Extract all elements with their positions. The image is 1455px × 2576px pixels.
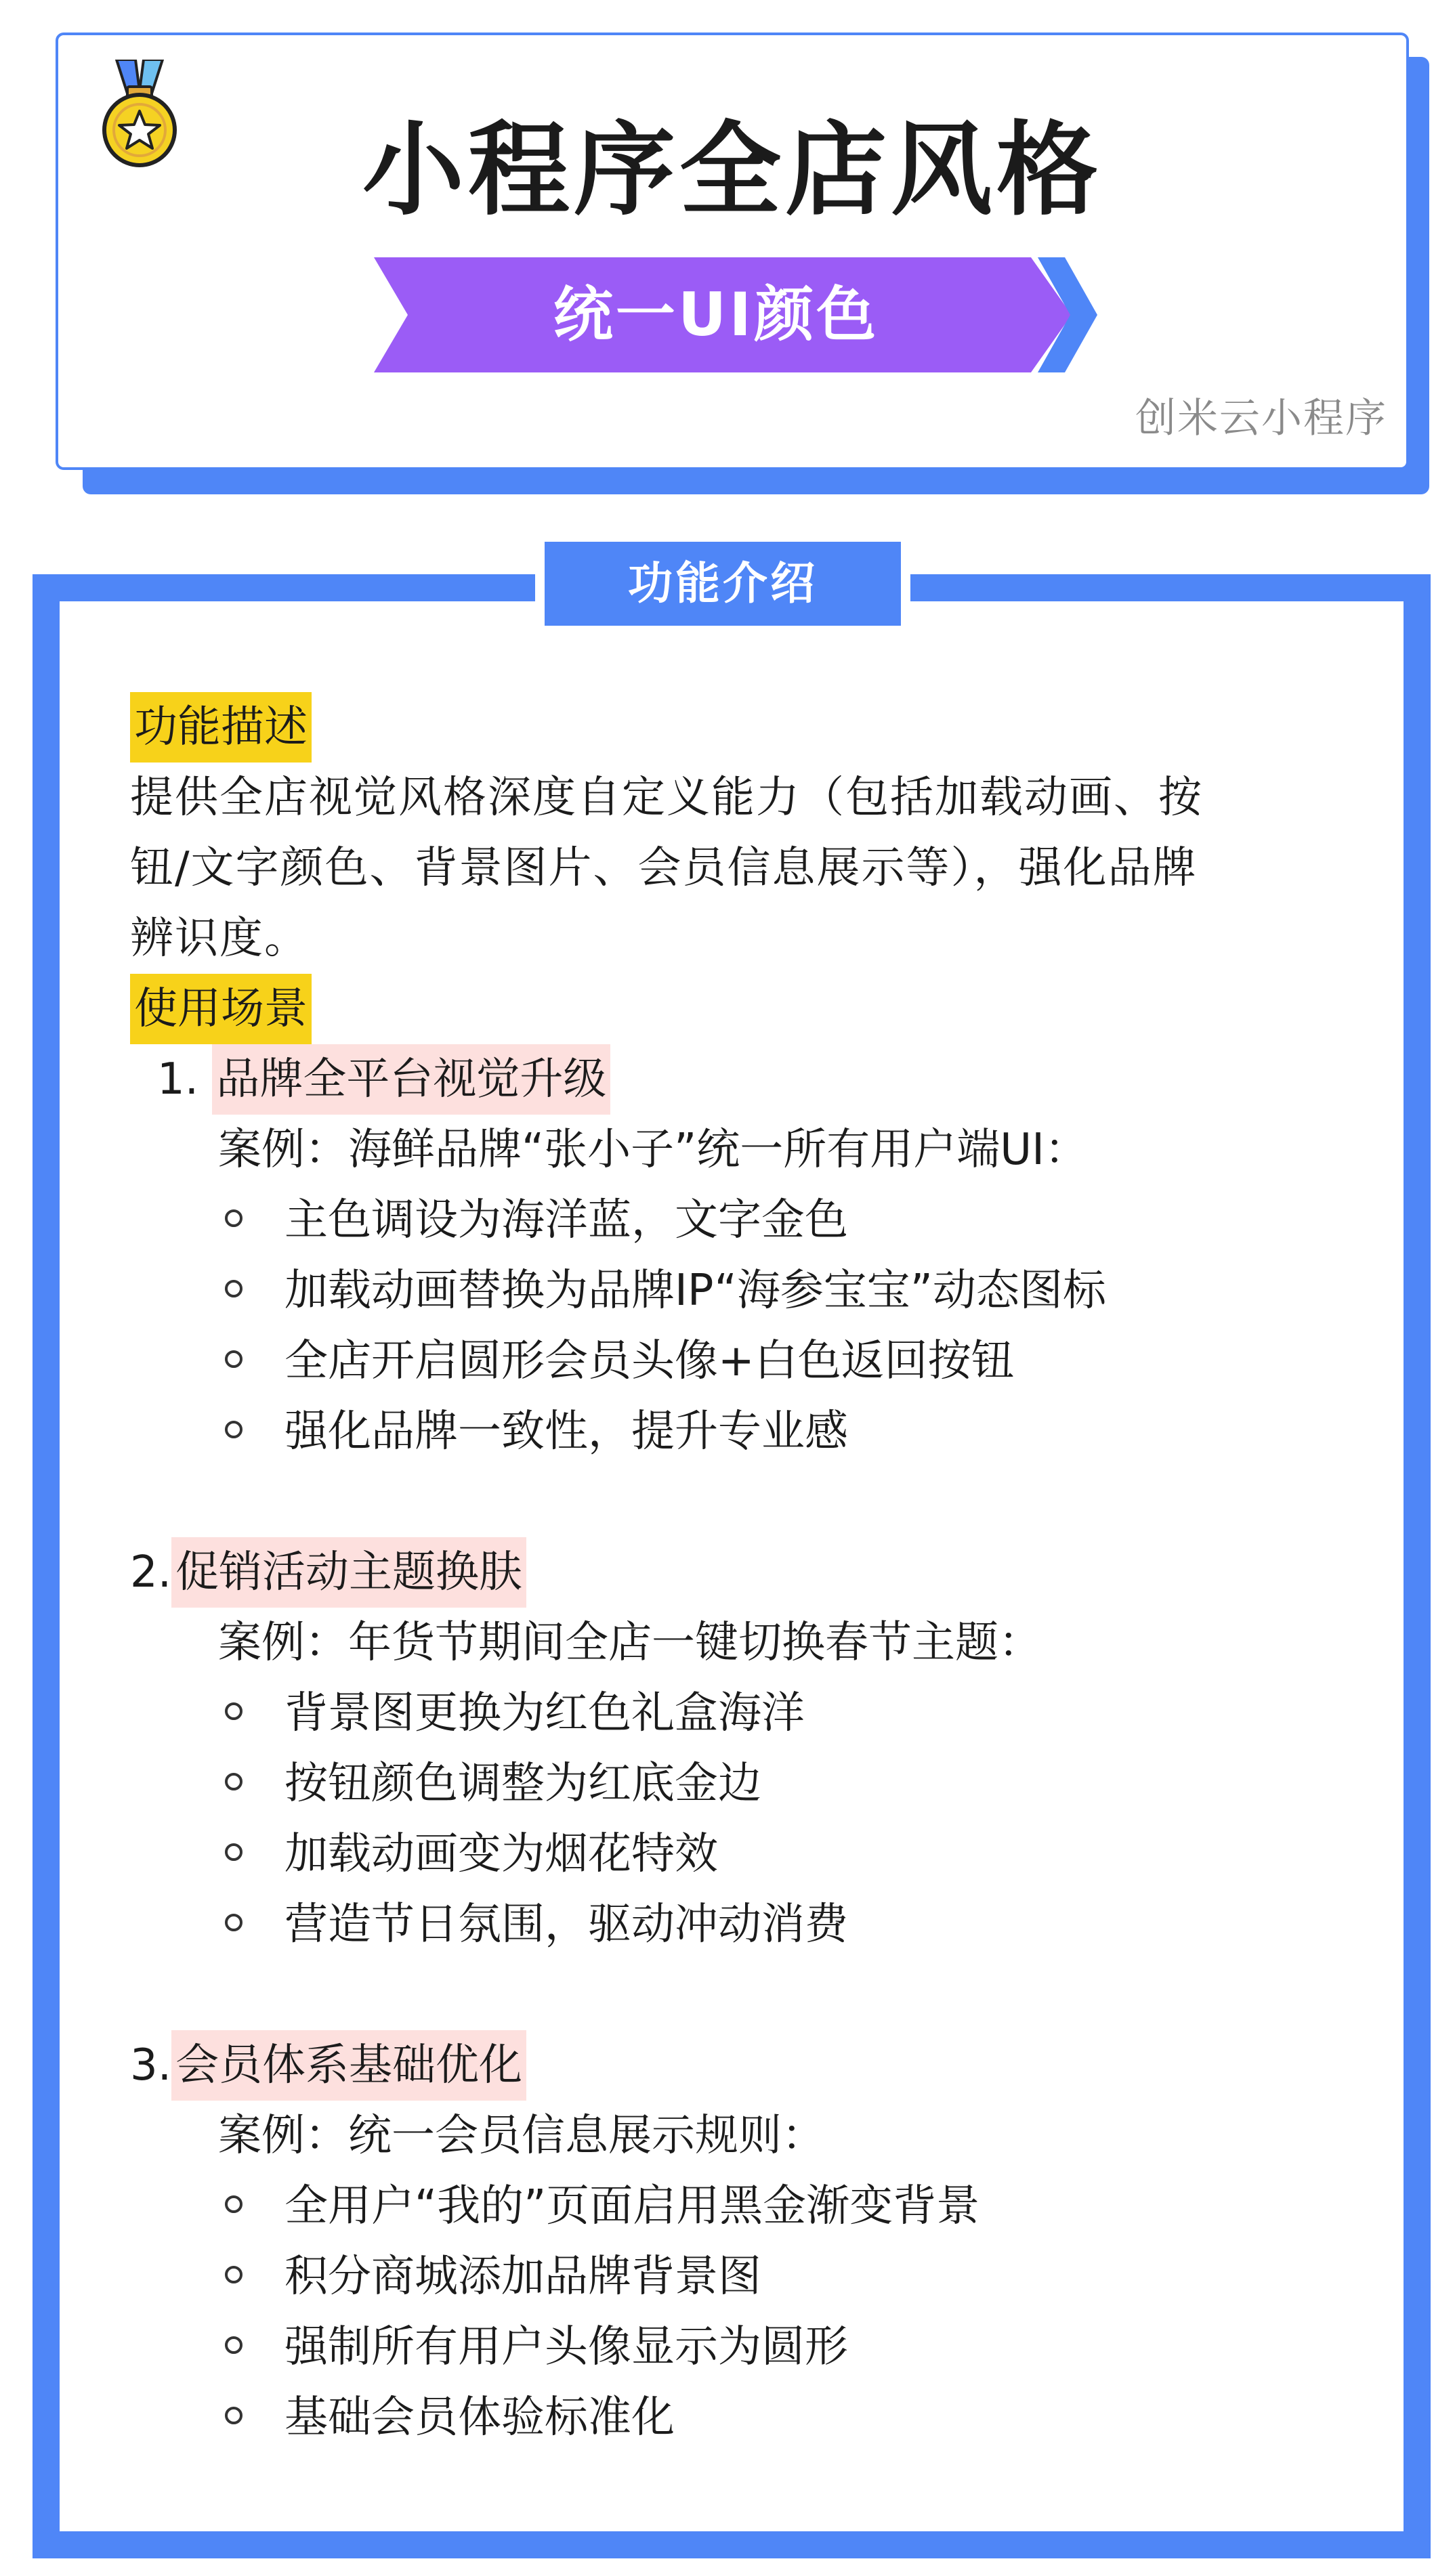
- scene-title: 促销活动主题换肤: [171, 1537, 526, 1608]
- bullet-circle-icon: [225, 1702, 242, 1720]
- bullet-circle-icon: [225, 2407, 242, 2424]
- bullet-circle-icon: [225, 1421, 242, 1438]
- desc-line: 钮/文字颜色、背景图片、会员信息展示等），强化品牌: [130, 843, 1198, 893]
- scene-number: 2.: [130, 1547, 172, 1597]
- page-title: 小程序全店风格: [362, 112, 1102, 230]
- scene-number: 1.: [157, 1054, 213, 1104]
- bullet-item: 加载动画替换为品牌IP“海参宝宝”动态图标: [225, 1255, 1363, 1326]
- scene-3: [130, 2030, 1363, 2453]
- banner-label: 统一UI颜色: [553, 280, 879, 349]
- bullet-item: 按钮颜色调整为红底金边: [225, 1748, 1363, 1819]
- bullet-circle-icon: [225, 1843, 242, 1861]
- scene-2: [130, 1537, 1363, 1960]
- bullet-item: 全店开启圆形会员头像+白色返回按钮: [225, 1326, 1363, 1396]
- bullet-circle-icon: [225, 1914, 242, 1931]
- brand-label: 创米云小程序: [1135, 395, 1387, 442]
- scene-bullets: [130, 2171, 1363, 2453]
- bullet-circle-icon: [225, 1280, 242, 1297]
- scene-1: [130, 1044, 1363, 1467]
- bullet-item: 主色调设为海洋蓝，文字金色: [225, 1185, 1363, 1255]
- scene-case: 案例：统一会员信息展示规则：: [218, 2111, 825, 2161]
- bullet-circle-icon: [225, 2266, 242, 2283]
- scene-case: 案例：年货节期间全店一键切换春节主题：: [218, 1618, 1042, 1668]
- bullet-item: 全用户“我的”页面启用黑金渐变背景: [225, 2171, 1363, 2241]
- bullet-item: 强化品牌一致性，提升专业感: [225, 1396, 1363, 1467]
- bullet-item: 背景图更换为红色礼盒海洋: [225, 1678, 1363, 1748]
- bullet-item: 强制所有用户头像显示为圆形: [225, 2312, 1363, 2382]
- feature-content: [130, 692, 1363, 2453]
- bullet-circle-icon: [225, 2195, 242, 2213]
- scene-case: 案例：海鲜品牌“张小子”统一所有用户端UI：: [218, 1125, 1089, 1175]
- bullet-item: 积分商城添加品牌背景图: [225, 2241, 1363, 2312]
- bullet-circle-icon: [225, 1350, 242, 1368]
- scene-title: 品牌全平台视觉升级: [212, 1044, 610, 1115]
- scene-bullets: [130, 1678, 1363, 1960]
- desc-label: 功能描述: [130, 692, 312, 763]
- usage-label: 使用场景: [130, 974, 312, 1044]
- scene-number: 3.: [130, 2040, 172, 2090]
- desc-line: 提供全店视觉风格深度自定义能力（包括加载动画、按: [130, 773, 1203, 823]
- bullet-circle-icon: [225, 1209, 242, 1227]
- desc-line: 辨识度。: [130, 914, 309, 964]
- bullet-item: 加载动画变为烟花特效: [225, 1819, 1363, 1889]
- bullet-item: 营造节日氛围，驱动冲动消费: [225, 1889, 1363, 1960]
- bullet-circle-icon: [225, 1773, 242, 1790]
- section-tab: 功能介绍: [535, 532, 910, 635]
- scene-bullets: [130, 1185, 1363, 1467]
- bullet-circle-icon: [225, 2336, 242, 2354]
- bullet-item: 基础会员体验标准化: [225, 2382, 1363, 2453]
- scene-title: 会员体系基础优化: [171, 2030, 526, 2101]
